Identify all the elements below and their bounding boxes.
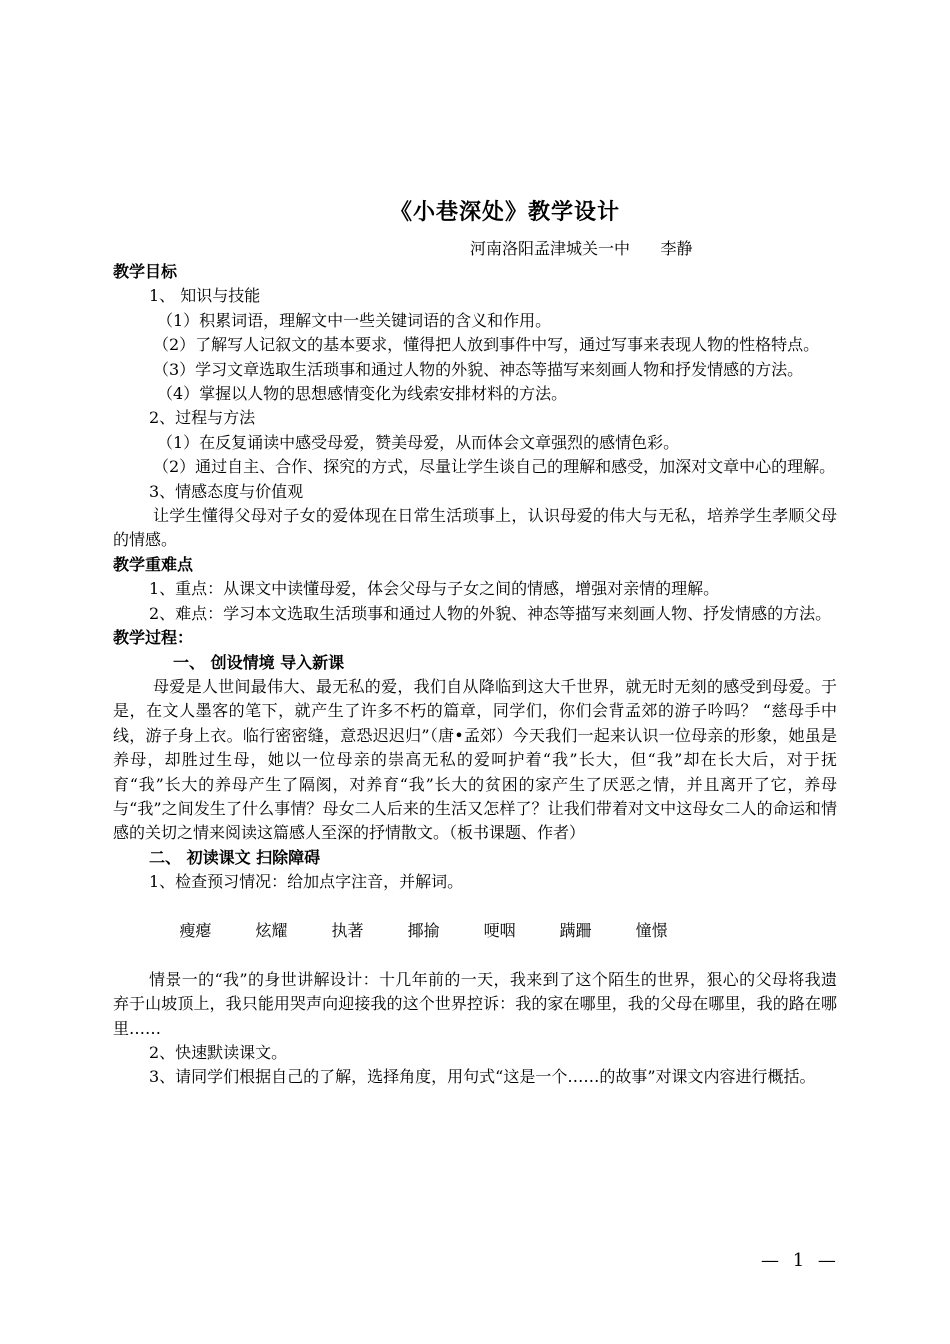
process-paragraph: 母爱是人世间最伟大、最无私的爱，我们自从降临到这大千世界，就无时无刻的感受到母爱。于是，在文人墨客的笔下，就产生了许多不朽的篇章，同学们，你们会背孟郊的游子吟吗？ “慈母手中线，游子身上衣。临行密密缝，意恐迟迟归”（唐•孟郊）今天我们一起来认识一位母亲的形象，她虽是养母，却胜过生母，她以一位母亲的崇高无私的爱呵护着“我”长大，但“我”却在长大后，对于抚育“我”长大的养母产生了隔阂，对养育“我”长大的贫困的家产生了厌恶之情，并且离开了它，养母与“我”之间发生了什么事情？母女二人后来的生活又怎样了？让我们带着对文中这母女二人的命运和情感的关切之情来阅读这篇感人至深的抒情散文。（板书课题、作者） bbox=[113, 676, 837, 843]
vocab-word: 执著 bbox=[331, 920, 364, 940]
goal-subitem: （2）通过自主、合作、探究的方式，尽量让学生谈自己的理解和感受，加深对文章中心的理解。 bbox=[153, 457, 836, 477]
goal-item: 2、过程与方法 bbox=[149, 408, 256, 428]
goal-item: 1、 知识与技能 bbox=[149, 286, 261, 306]
vocab-list bbox=[113, 895, 837, 968]
goal-subitem: （2）了解写人记叙文的基本要求，懂得把人放到事件中写，通过写事来表现人物的性格特点。 bbox=[153, 335, 820, 355]
process-part-title: 一、 创设情境 导入新课 bbox=[173, 652, 345, 672]
goal-subitem: （1）积累词语，理解文中一些关键词语的含义和作用。 bbox=[157, 310, 552, 330]
vocab-word: 炫耀 bbox=[255, 920, 288, 940]
section-heading-goals: 教学目标 bbox=[113, 262, 178, 281]
difficulty-item: 1、重点：从课文中读懂母爱，体会父母与子女之间的情感，增强对亲情的理解。 bbox=[149, 579, 720, 599]
vocab-word: 揶揄 bbox=[407, 920, 440, 940]
goal-item: 3、情感态度与价值观 bbox=[149, 481, 304, 501]
section-heading-process: 教学过程： bbox=[113, 628, 194, 648]
process-part-title: 二、 初读课文 扫除障碍 bbox=[149, 847, 321, 867]
goal-subitem: （3）学习文章选取生活琐事和通过人物的外貌、神态等描写来刻画人物和抒发情感的方法。 bbox=[153, 359, 804, 379]
vocab-word: 憧憬 bbox=[635, 920, 668, 940]
section-heading-difficulty: 教学重难点 bbox=[113, 554, 194, 574]
author-line: 河南洛阳孟津城关一中 李静 bbox=[470, 239, 693, 258]
goal-subitem: （1）在反复诵读中感受母爱，赞美母爱，从而体会文章强烈的感情色彩。 bbox=[157, 432, 680, 452]
document-title: 《小巷深处》教学设计 bbox=[389, 199, 620, 225]
vocab-word: 哽咽 bbox=[483, 920, 516, 940]
page-number: — 1 — bbox=[761, 1250, 840, 1271]
vocab-word: 瘦瘪 bbox=[179, 920, 212, 940]
process-step: 3、请同学们根据自己的了解，选择角度，用句式“这是一个……的故事”对课文内容进行概括。 bbox=[149, 1067, 816, 1087]
difficulty-item: 2、难点：学习本文选取生活琐事和通过人物的外貌、神态等描写来刻画人物、抒发情感的方法。 bbox=[149, 603, 832, 623]
goal-subitem: 让学生懂得父母对子女的爱体现在日常生活琐事上，认识母爱的伟大与无私，培养学生孝顺父母的情感。 bbox=[113, 506, 837, 550]
vocab-word: 蹒跚 bbox=[559, 920, 592, 940]
process-step: 1、检查预习情况：给加点字注音，并解词。 bbox=[149, 872, 464, 892]
process-paragraph: 情景一的“我”的身世讲解设计：十几年前的一天，我来到了这个陌生的世界，狠心的父母将我遗弃于山坡顶上，我只能用哭声向迎接我的这个世界控诉：我的家在哪里，我的父母在哪里，我的路在哪里…… bbox=[113, 969, 837, 1038]
goal-subitem: （4）掌握以人物的思想感情变化为线索安排材料的方法。 bbox=[157, 384, 568, 404]
process-step: 2、快速默读课文。 bbox=[149, 1043, 288, 1062]
document-body bbox=[113, 260, 837, 1090]
